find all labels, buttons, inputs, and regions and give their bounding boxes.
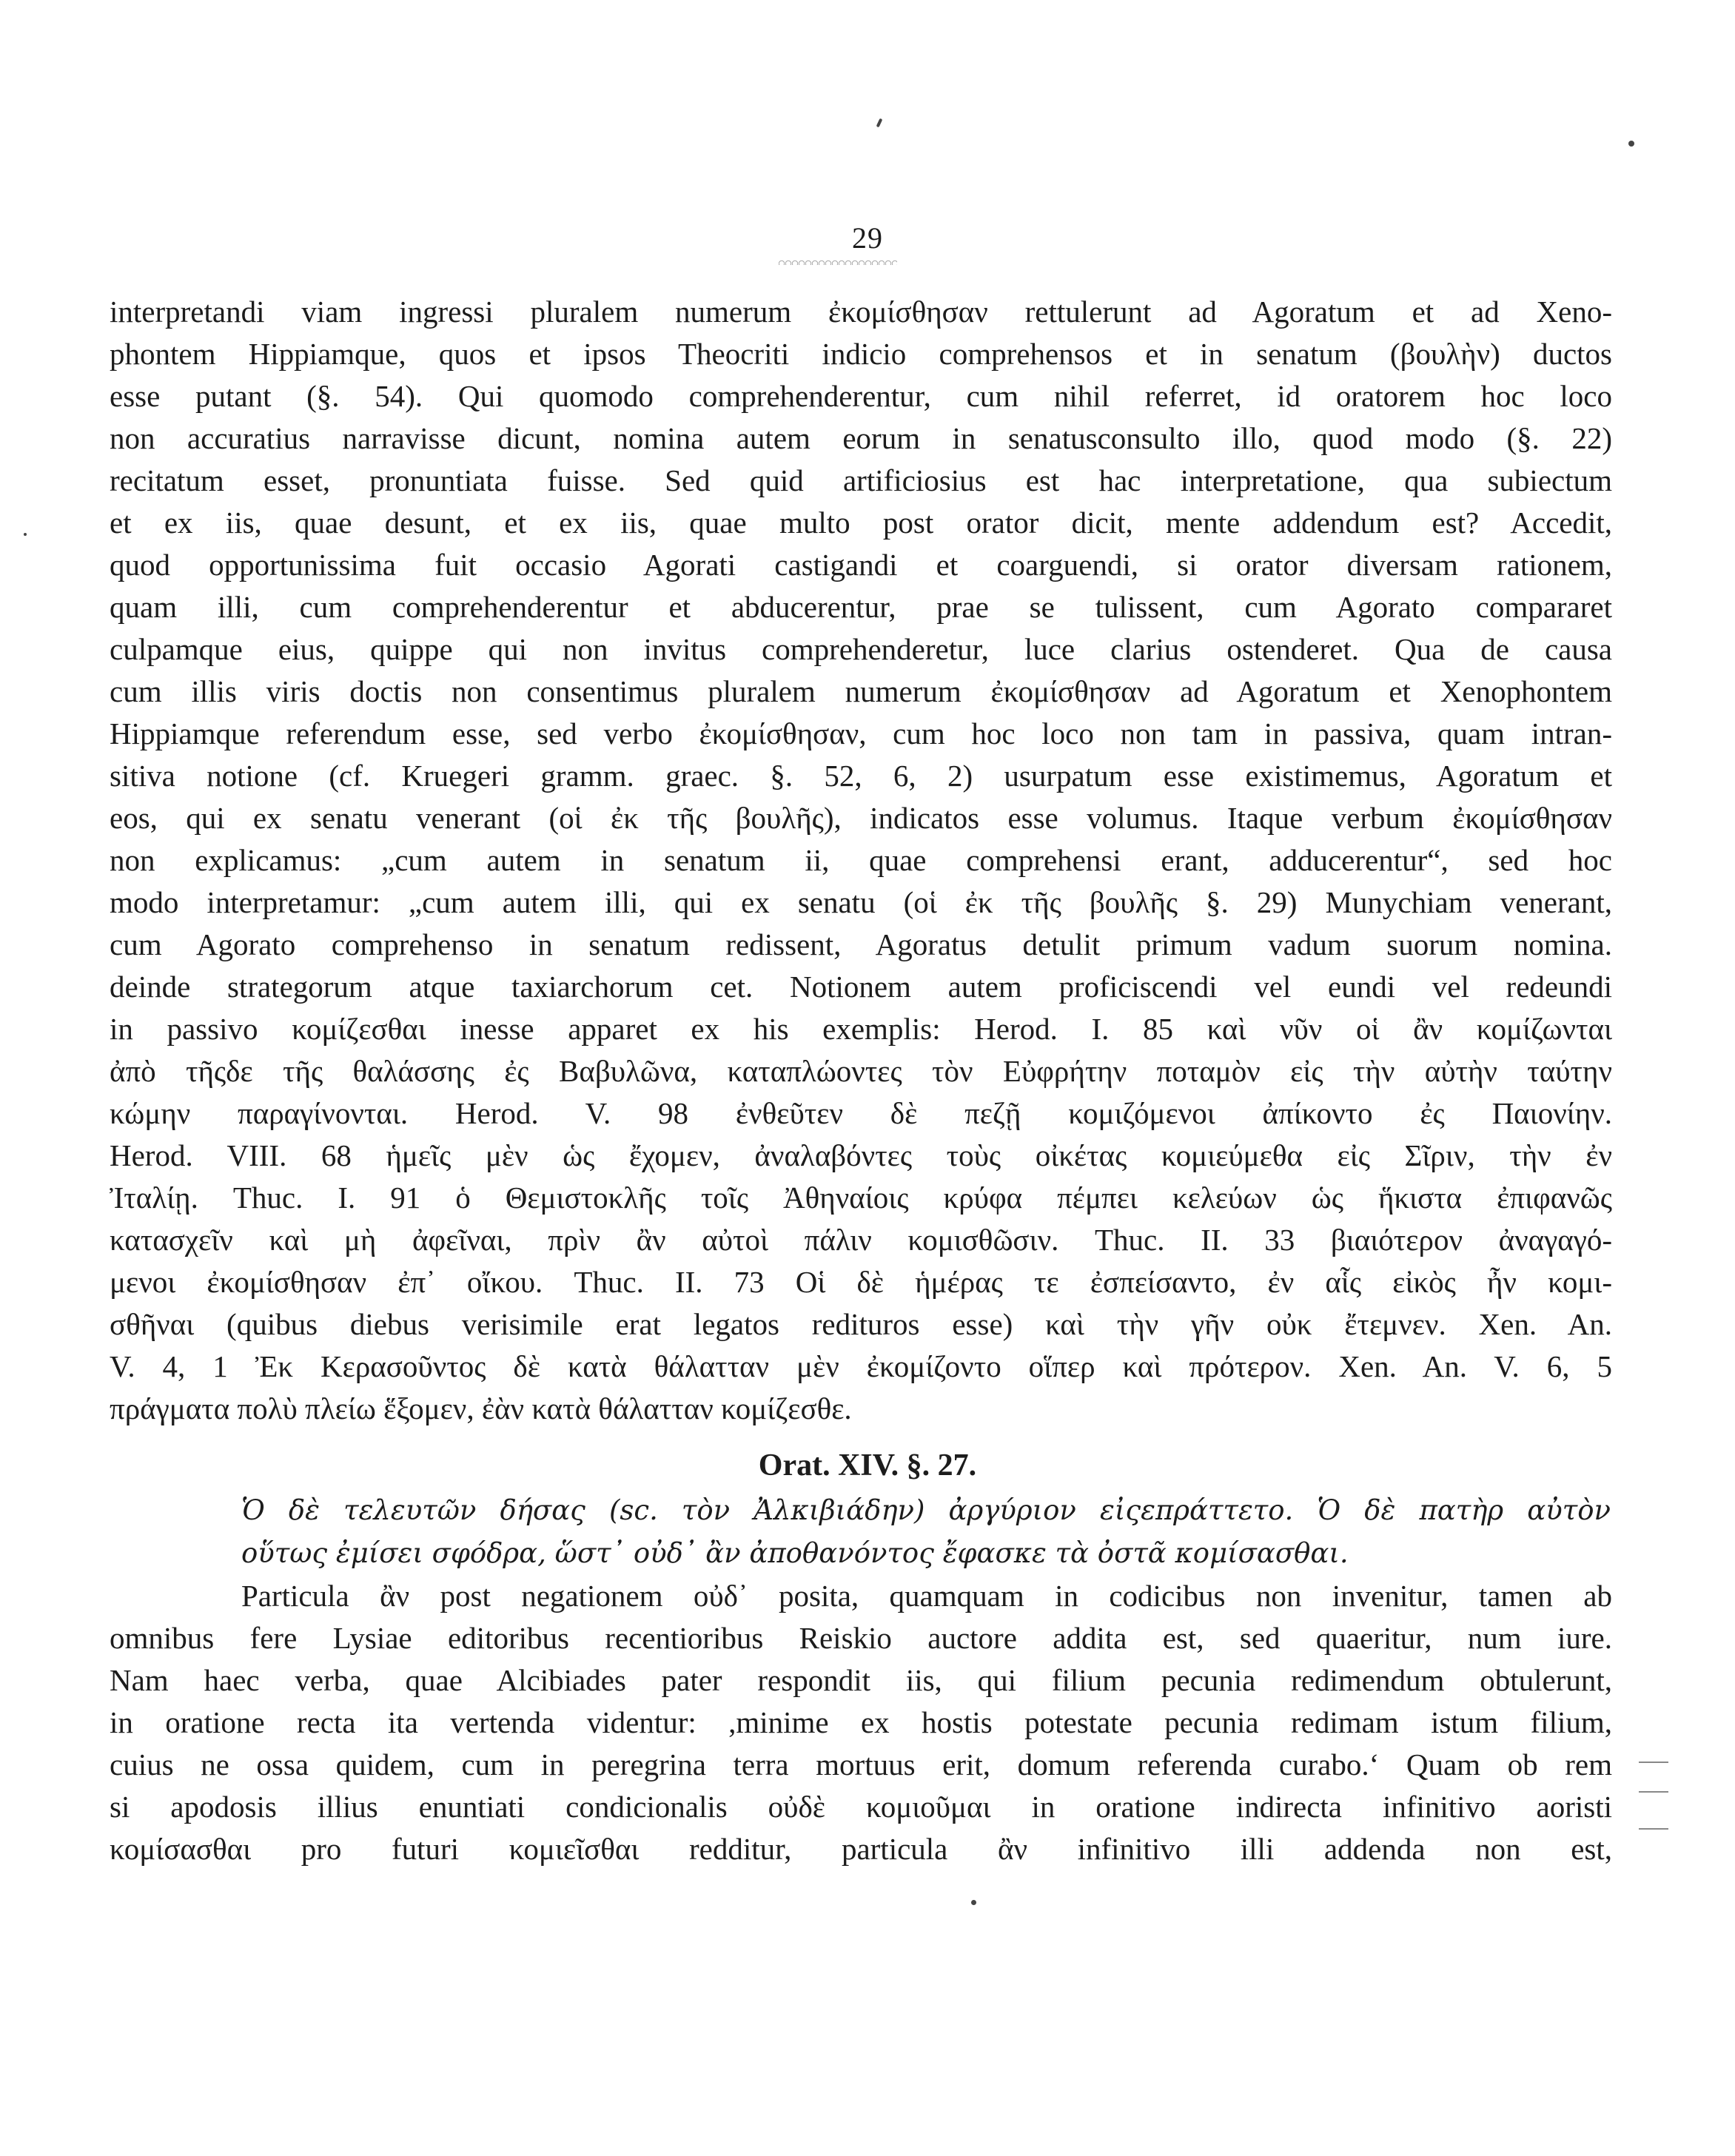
text-line: deinde strategorum atque taxiarchorum cet. Notionem autem proficiscendi vel eundi vel redeundi [110,970,1612,1004]
text-line: et ex iis, quae desunt, et ex iis, quae multo post orator dicit, mente addendum est? Accedit, [110,506,1612,540]
scan-speck [876,118,883,128]
text-line: V. 4, 1 Ἐκ Κερασοῦντος δὲ κατὰ θάλατταν μὲν ἐκομίζοντο οἵπερ καὶ πρότερον. Xen. An. V. 6, 5 [110,1349,1612,1383]
margin-mark [1639,1828,1668,1830]
text-line: non accuratius narravisse dicunt, nomina autem eorum in senatusconsulto illo, quod modo (§. 22) [110,421,1612,455]
text-line: interpretandi viam ingressi pluralem numerum ἐκομίσθησαν rettulerunt ad Agoratum et ad Xeno- [110,295,1612,329]
text-line: phontem Hippiamque, quos et ipsos Theocriti indicio comprehensos et in senatum (βουλὴν) ductos [110,337,1612,371]
text-line: πράγματα πολὺ πλείω ἕξομεν, ἐὰν κατὰ θάλατταν κομίζεσθε. [110,1391,852,1425]
text-line: κομίσασθαι pro futuri κομιεῖσθαι redditur, particula ἂν infinitivo illi addenda non est, [110,1832,1612,1866]
text-line: κατασχεῖν καὶ μὴ ἀφεῖναι, πρὶν ἂν αὐτοὶ πάλιν κομισθῶσιν. Thuc. II. 33 βιαιότερον ἀναγαγό- [110,1223,1612,1257]
text-line: eos, qui ex senatu venerant (οἱ ἐκ τῆς βουλῆς), indicatos esse volumus. Itaque verbum ἐκομίσθησαν [110,801,1612,835]
text-line: quam illi, cum comprehenderentur et abducerentur, prae se tulissent, cum Agorato compararet [110,590,1612,624]
scan-speck [24,533,27,536]
quoted-passage [241,1489,1611,1575]
text-line: in oratione recta ita vertenda videntur: ,minime ex hostis potestate pecunia redimam istum filium, [110,1705,1612,1739]
text-line: cum Agorato comprehenso in senatum redissent, Agoratus detulit primum vadum suorum nomina. [110,927,1612,961]
text-line: Herod. VIII. 68 ἡμεῖς μὲν ὡς ἔχομεν, ἀναλαβόντες τοὺς οἰκέτας κομιεύμεθα εἰς Σῖριν, τὴν ἐν [110,1138,1612,1172]
text-line: Nam haec verba, quae Alcibiades pater respondit iis, qui filium pecunia redimendum obtulerunt, [110,1663,1612,1697]
margin-mark [1639,1791,1668,1793]
paragraph-interpretation [110,291,1612,1430]
quote-line: οὕτως ἐμίσει σφόδρα, ὥστ᾽ οὐδ᾽ ἂν ἀποθανόντος ἔφασκε τὰ ὀστᾶ κομίσασθαι. [241,1537,1349,1569]
quote-line: Ὁ δὲ τελευτῶν δήσας (sc. τὸν Ἀλκιβιάδην) ἀργύριον εἰςεπράττετο. Ὁ δὲ πατὴρ αὐτὸν [241,1494,1611,1526]
text-line: modo interpretamur: „cum autem illi, qui ex senatu (οἱ ἐκ τῆς βουλῆς §. 29) Munychiam venerant, [110,885,1612,919]
page-number: 29 [852,221,883,255]
text-line: μενοι ἐκομίσθησαν ἐπ᾽ οἴκου. Thuc. II. 73 Οἱ δὲ ἡμέρας τε ἐσπείσαντο, ἐν αἷς εἰκὸς ἦν κομι- [110,1265,1612,1299]
text-line: omnibus fere Lysiae editoribus recentioribus Reiskio auctore addita est, sed quaeritur, num iure. [110,1621,1612,1655]
text-line: quod opportunissima fuit occasio Agorati castigandi et coarguendi, si orator diversam rationem, [110,548,1612,582]
text-line: cum illis viris doctis non consentimus pluralem numerum ἐκομίσθησαν ad Agoratum et Xenophontem [110,674,1612,708]
text-line: Hippiamque referendum esse, sed verbo ἐκομίσθησαν, cum hoc loco non tam in passiva, quam intran- [110,716,1612,750]
text-line: Particula ἂν post negationem οὐδ᾽ posita, quamquam in codicibus non invenitur, tamen ab [241,1579,1612,1613]
text-line: κώμην παραγίνονται. Herod. V. 98 ἐνθεῦτεν δὲ πεζῇ κομιζόμενοι ἀπίκοντο ἐς Παιονίην. [110,1096,1612,1130]
text-line: cuius ne ossa quidem, cum in peregrina terra mortuus erit, domum referenda curabo.‘ Quam ob rem [110,1747,1612,1781]
paragraph-particula [110,1575,1612,1870]
page-number-ornament [779,259,897,265]
text-line: σθῆναι (quibus diebus verisimile erat legatos redituros esse) καὶ τὴν γῆν οὐκ ἔτεμνεν. Xen. An. [110,1307,1612,1341]
text-line: Ἰταλίῃ. Thuc. I. 91 ὁ Θεμιστοκλῆς τοῖς Ἀθηναίοις κρύφα πέμπει κελεύων ὡς ἥκιστα ἐπιφανῶς [110,1181,1612,1215]
text-line: recitatum esset, pronuntiata fuisse. Sed quid artificiosius est hac interpretatione, qua subiectum [110,463,1612,497]
text-line: ἀπὸ τῆςδε τῆς θαλάσσης ἐς Βαβυλῶνα, καταπλώοντες τὸν Εὐφρήτην ποταμὸν εἰς τὴν αὐτὴν ταύτην [110,1054,1612,1088]
section-heading: Orat. XIV. §. 27. [758,1448,977,1482]
text-line: esse putant (§. 54). Qui quomodo comprehenderentur, cum nihil referret, id oratorem hoc loco [110,379,1612,413]
margin-mark [1639,1762,1668,1763]
text-line: non explicamus: „cum autem in senatum ii, quae comprehensi erant, adducerentur“, sed hoc [110,843,1612,877]
text-line: in passivo κομίζεσθαι inesse apparet ex his exemplis: Herod. I. 85 καὶ νῦν οἱ ἂν κομίζωνται [110,1012,1612,1046]
scan-speck [971,1900,976,1905]
scan-speck [1628,141,1634,147]
text-line: culpamque eius, quippe qui non invitus comprehenderetur, luce clarius ostenderet. Qua de causa [110,632,1612,666]
text-line: si apodosis illius enuntiati condicionalis οὐδὲ κομιοῦμαι in oratione indirecta infinitivo aoristi [110,1790,1612,1824]
text-line: sitiva notione (cf. Kruegeri gramm. graec. §. 52, 6, 2) usurpatum esse existimemus, Agoratum et [110,759,1612,793]
